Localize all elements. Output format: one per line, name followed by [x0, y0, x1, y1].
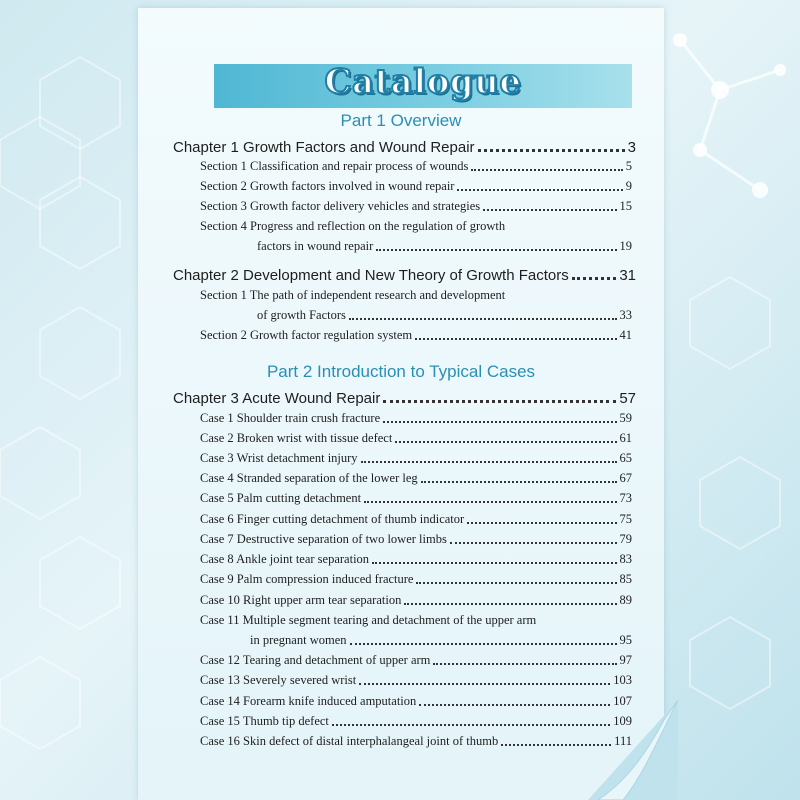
case-title: Case 3 Wrist detachment injury — [200, 451, 358, 465]
chapter-entry[interactable] — [173, 267, 636, 284]
case-title[interactable]: Case 11 Multiple segment tearing and detachment of the upper arm — [200, 613, 537, 627]
case-entry[interactable] — [200, 411, 632, 426]
leader-dots — [450, 542, 617, 544]
page-number: 109 — [613, 714, 632, 728]
case-entry[interactable] — [200, 512, 632, 527]
page-number: 111 — [614, 734, 632, 748]
case-title: Case 9 Palm compression induced fracture — [200, 572, 414, 586]
case-title: Case 7 Destructive separation of two lower limbs — [200, 532, 447, 546]
page-number: 85 — [619, 572, 632, 586]
case-entry[interactable] — [200, 572, 632, 587]
case-title-continued: in pregnant women — [250, 633, 347, 647]
section-entry[interactable] — [200, 159, 632, 174]
leader-dots — [419, 704, 610, 706]
case-title: Case 10 Right upper arm tear separation — [200, 593, 402, 607]
case-title: Case 2 Broken wrist with tissue defect — [200, 431, 393, 445]
leader-dots — [421, 481, 617, 483]
page-number: 33 — [619, 308, 632, 322]
leader-dots — [349, 318, 617, 320]
page-number: 5 — [625, 159, 632, 173]
page-number: 89 — [619, 593, 632, 607]
page-number: 73 — [619, 491, 632, 505]
chapter-entry[interactable] — [173, 390, 636, 407]
leader-dots — [376, 249, 616, 251]
section-entry[interactable] — [200, 179, 632, 194]
chapter-title: Chapter 3 Acute Wound Repair — [173, 390, 381, 407]
leader-dots — [467, 522, 616, 524]
case-entry[interactable] — [200, 694, 632, 709]
leader-dots — [457, 189, 622, 191]
section-title-continued: of growth Factors — [257, 308, 346, 322]
page-number: 9 — [625, 179, 632, 193]
leader-dots — [416, 582, 616, 584]
case-entry[interactable] — [200, 491, 632, 506]
page-number: 67 — [619, 471, 632, 485]
leader-dots — [404, 603, 616, 605]
leader-dots — [478, 149, 625, 152]
case-entry[interactable] — [200, 714, 632, 729]
section-title: Section 1 Classification and repair process of wounds — [200, 159, 469, 173]
page-number: 19 — [619, 239, 632, 253]
section-title: Section 2 Growth factors involved in wound repair — [200, 179, 455, 193]
section-entry-continued[interactable] — [257, 239, 632, 254]
case-entry[interactable] — [200, 451, 632, 466]
leader-dots — [415, 338, 616, 340]
page-number: 41 — [619, 328, 632, 342]
section-entry[interactable] — [200, 199, 632, 214]
page-number: 83 — [619, 552, 632, 566]
leader-dots — [433, 663, 616, 665]
page-number: 61 — [619, 431, 632, 445]
case-title: Case 1 Shoulder train crush fracture — [200, 411, 381, 425]
page-number: 75 — [619, 512, 632, 526]
case-entry[interactable] — [200, 431, 632, 446]
case-title: Case 5 Palm cutting detachment — [200, 491, 362, 505]
part-heading: Part 2 Introduction to Typical Cases — [266, 362, 536, 381]
case-title: Case 12 Tearing and detachment of upper arm — [200, 653, 431, 667]
leader-dots — [383, 421, 616, 423]
section-entry[interactable] — [200, 328, 632, 343]
page-number: 79 — [619, 532, 632, 546]
page-title: Catalogue — [324, 62, 522, 102]
page-number: 57 — [619, 390, 636, 407]
case-title: Case 14 Forearm knife induced amputation — [200, 694, 417, 708]
page-number: 107 — [613, 694, 632, 708]
case-title: Case 13 Severely severed wrist — [200, 673, 357, 687]
case-title: Case 16 Skin defect of distal interphalangeal joint of thumb — [200, 734, 499, 748]
leader-dots — [359, 683, 610, 685]
case-title: Case 8 Ankle joint tear separation — [200, 552, 370, 566]
page-number: 3 — [627, 139, 636, 156]
page-number: 95 — [619, 633, 632, 647]
case-title: Case 15 Thumb tip defect — [200, 714, 329, 728]
page-number: 31 — [619, 267, 636, 284]
case-entry-continued[interactable] — [250, 633, 632, 648]
case-entry[interactable] — [200, 532, 632, 547]
page-number: 15 — [619, 199, 632, 213]
section-title-continued: factors in wound repair — [257, 239, 374, 253]
leader-dots — [332, 724, 610, 726]
page-number: 65 — [619, 451, 632, 465]
leader-dots — [572, 277, 617, 280]
leader-dots — [383, 400, 616, 403]
leader-dots — [361, 461, 617, 463]
case-title: Case 6 Finger cutting detachment of thumb indicator — [200, 512, 465, 526]
page-number: 59 — [619, 411, 632, 425]
leader-dots — [501, 744, 611, 746]
chapter-entry[interactable] — [173, 139, 636, 156]
leader-dots — [364, 501, 616, 503]
case-entry[interactable] — [200, 471, 632, 486]
section-title: Section 2 Growth factor regulation system — [200, 328, 413, 342]
chapter-title: Chapter 2 Development and New Theory of Growth Factors — [173, 267, 569, 284]
page-number: 103 — [613, 673, 632, 687]
page-number: 97 — [619, 653, 632, 667]
section-title: Section 3 Growth factor delivery vehicles and strategies — [200, 199, 481, 213]
section-title[interactable]: Section 4 Progress and reflection on the regulation of growth — [200, 219, 506, 233]
leader-dots — [471, 169, 622, 171]
leader-dots — [395, 441, 616, 443]
case-entry[interactable] — [200, 593, 632, 608]
case-entry[interactable] — [200, 552, 632, 567]
case-title: Case 4 Stranded separation of the lower leg — [200, 471, 418, 485]
chapter-title: Chapter 1 Growth Factors and Wound Repair — [173, 139, 475, 156]
section-entry-continued[interactable] — [257, 308, 632, 323]
case-entry[interactable] — [200, 673, 632, 688]
leader-dots — [350, 643, 617, 645]
case-entry[interactable] — [200, 653, 632, 668]
case-entry[interactable] — [200, 734, 632, 749]
leader-dots — [483, 209, 616, 211]
leader-dots — [372, 562, 616, 564]
part-heading: Part 1 Overview — [340, 111, 462, 130]
section-title[interactable]: Section 1 The path of independent research and development — [200, 288, 506, 302]
